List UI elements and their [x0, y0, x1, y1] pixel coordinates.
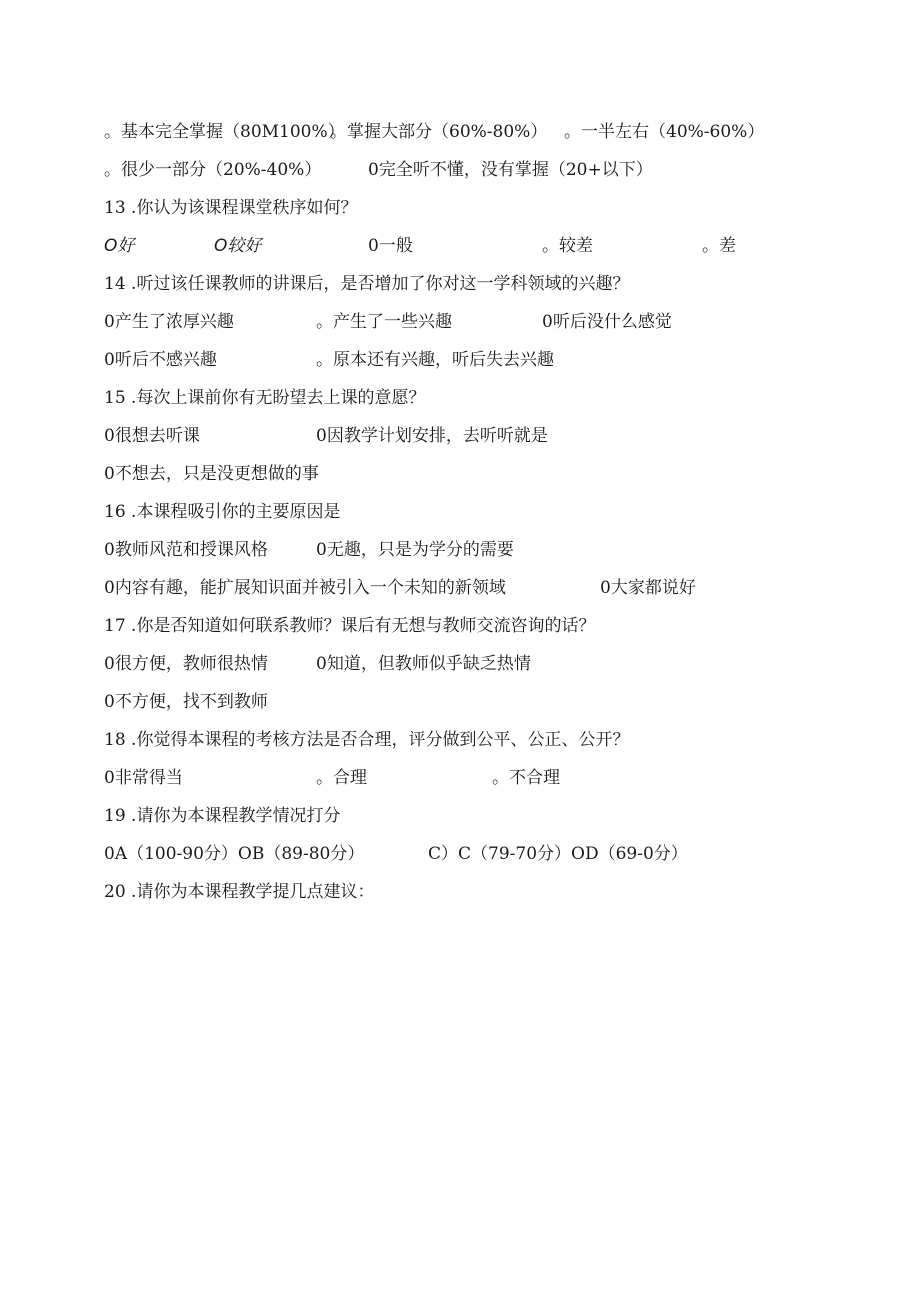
q12-option-most[interactable]: 。掌握大部分（60%-80%）: [330, 122, 548, 142]
q16-option-recommended[interactable]: 0大家都说好: [600, 578, 696, 598]
q12-option-none[interactable]: 0完全听不懂，没有掌握（20+以下）: [368, 160, 653, 180]
q12-option-half[interactable]: 。一半左右（40%-60%）: [564, 122, 765, 142]
q13-question: 13 .你认为该课程课堂秩序如何？: [104, 198, 358, 218]
q17-question: 17 .你是否知道如何联系教师？课后有无想与教师交流咨询的话？: [104, 616, 596, 636]
q13-option-good[interactable]: O好: [104, 236, 135, 256]
q15-option-scheduled[interactable]: 0因教学计划安排，去听听就是: [316, 426, 548, 446]
q14-option-strong-interest[interactable]: 0产生了浓厚兴趣: [104, 312, 234, 332]
q20-question: 20 .请你为本课程教学提几点建议：: [104, 882, 375, 902]
q19-option-ab-grades[interactable]: 0A（100-90分）OB（89-80分）: [104, 844, 365, 864]
q14-option-lost-interest[interactable]: 。原本还有兴趣，听后失去兴趣: [316, 350, 554, 370]
q16-option-interesting-content[interactable]: 0内容有趣，能扩展知识面并被引入一个未知的新领域: [104, 578, 506, 598]
q17-option-inconvenient[interactable]: 0不方便，找不到教师: [104, 692, 268, 712]
q14-question: 14 .听过该任课教师的讲课后，是否增加了你对这一学科领域的兴趣？: [104, 274, 630, 294]
q13-option-poor[interactable]: 。较差: [542, 236, 593, 256]
q18-question: 18 .你觉得本课程的考核方法是否合理，评分做到公平、公正、公开？: [104, 730, 630, 750]
q14-option-not-interested[interactable]: 0听后不感兴趣: [104, 350, 217, 370]
q13-option-average[interactable]: 0一般: [368, 236, 413, 256]
q14-option-some-interest[interactable]: 。产生了一些兴趣: [316, 312, 452, 332]
q13-option-fairly-good[interactable]: O较好: [214, 236, 262, 256]
q17-option-know-but-unenthusiastic[interactable]: 0知道，但教师似乎缺乏热情: [316, 654, 531, 674]
q16-question: 16 .本课程吸引你的主要原因是: [104, 502, 341, 522]
q18-option-reasonable[interactable]: 。合理: [316, 768, 367, 788]
q15-question: 15 .每次上课前你有无盼望去上课的意愿？: [104, 388, 426, 408]
q18-option-unreasonable[interactable]: 。不合理: [492, 768, 560, 788]
q16-option-teacher-style[interactable]: 0教师风范和授课风格: [104, 540, 268, 560]
q16-option-credits[interactable]: 0无趣，只是为学分的需要: [316, 540, 514, 560]
q15-option-eager[interactable]: 0很想去听课: [104, 426, 200, 446]
q19-option-cd-grades[interactable]: C）C（79-70分）OD（69-0分）: [428, 844, 688, 864]
q17-option-convenient[interactable]: 0很方便，教师很热情: [104, 654, 268, 674]
q15-option-unwilling[interactable]: 0不想去，只是没更想做的事: [104, 464, 319, 484]
q18-option-very-appropriate[interactable]: 0非常得当: [104, 768, 183, 788]
q12-option-little[interactable]: 。很少一部分（20%-40%）: [104, 160, 322, 180]
q13-option-bad[interactable]: 。差: [702, 236, 736, 256]
q19-question: 19 .请你为本课程教学情况打分: [104, 806, 341, 826]
q12-option-full[interactable]: 。基本完全掌握（80M100%）: [104, 122, 345, 142]
q14-option-no-feeling[interactable]: 0听后没什么感觉: [542, 312, 672, 332]
